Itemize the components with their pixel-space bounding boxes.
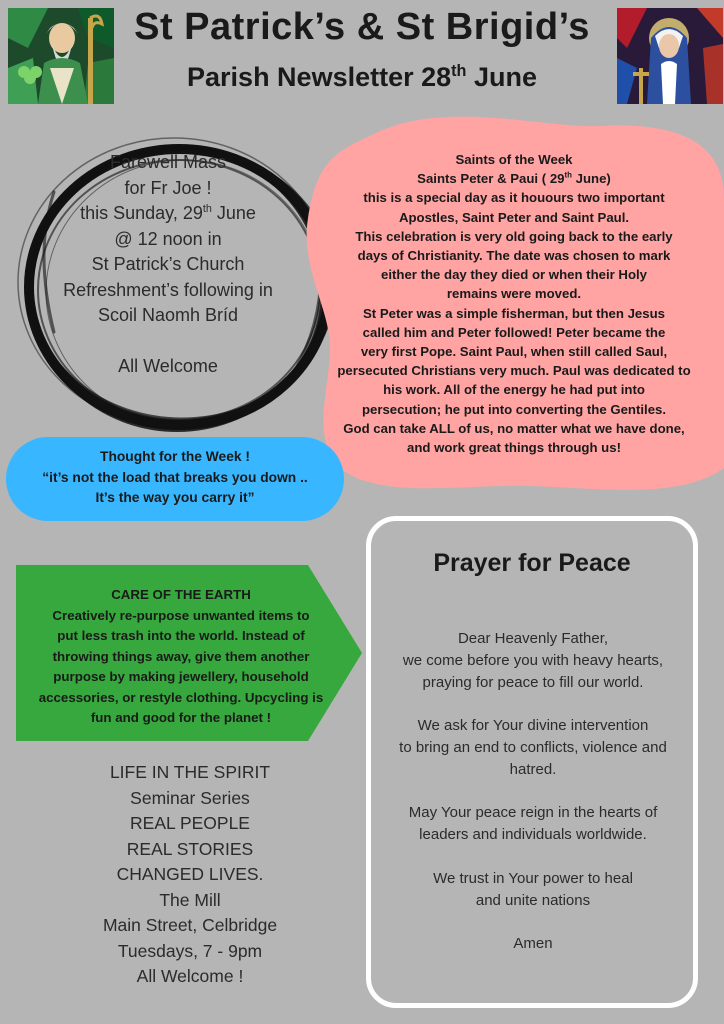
farewell-line: @ 12 noon in [114, 228, 222, 249]
earth-line: Creatively re-purpose unwanted items to [52, 607, 310, 623]
prayer-line: we come before you with heavy hearts, [402, 651, 664, 669]
prayer-line: leaders and individuals worldwide. [419, 826, 647, 844]
earth-line: put less trash into the world. Instead of [57, 628, 305, 643]
farewell-line: St Patrick’s Church [91, 254, 245, 274]
saints-line: Apostles, Saint Peter and Saint Paul. [398, 209, 630, 225]
saints-line: days of Christianity. The date was chosen to mark [357, 248, 671, 264]
spirit-line: REAL STORIES [126, 838, 254, 859]
saints-line: either the day they died or when their Holy [381, 267, 647, 283]
life-in-the-spirit [40, 760, 340, 990]
farewell-line: All Welcome [118, 356, 218, 376]
newsletter-subtitle: Parish Newsletter 28th June [187, 62, 537, 92]
saints-line: persecuted Christians very much. Paul was dedicated to [337, 363, 691, 379]
earth-line: fun and good for the planet ! [90, 710, 272, 725]
saints-line: This celebration is very old going back to the early [355, 228, 673, 244]
farewell-line: Farewell Mass [109, 152, 227, 172]
prayer-line: May Your peace reign in the hearts of [408, 804, 658, 822]
prayer-amen: Amen [513, 935, 553, 953]
saints-line: remains were moved. [446, 286, 582, 302]
earth-line: accessories, or restyle clothing. Upcycling is [38, 689, 324, 705]
saints-line: St Peter was a simple fisherman, but then Jesus [363, 305, 665, 321]
farewell-line: Scoil Naomh Bríd [97, 305, 239, 325]
saints-line: and work great things through us! [407, 440, 621, 456]
care-of-the-earth [22, 585, 340, 729]
earth-line: purpose by making jewellery, household [53, 669, 309, 684]
spirit-line: Seminar Series [130, 787, 250, 808]
thought-quote-line: It’s the way you carry it” [95, 490, 255, 505]
earth-line: throwing things away, give them another [52, 648, 310, 664]
spirit-line: REAL PEOPLE [130, 813, 250, 833]
saints-line: called him and Peter followed! Peter became the [362, 324, 666, 340]
saints-subheading: Saints Peter & Paui ( 29th June) [417, 170, 611, 187]
spirit-line: Tuesdays, 7 - 9pm [117, 940, 263, 961]
saints-line: persecution; he put into converting the Gentiles. [361, 401, 667, 417]
newsletter-title: St Patrick’s & St Brigid’s [134, 6, 590, 48]
farewell-line: for Fr Joe ! [124, 177, 212, 198]
prayer-line: to bring an end to conflicts, violence and [399, 738, 667, 756]
prayer-title: Prayer for Peace [433, 549, 631, 577]
spirit-line: Main Street, Celbridge [102, 915, 278, 935]
spirit-line: CHANGED LIVES. [116, 864, 264, 884]
saints-line: his work. All of the energy he had put into [383, 382, 645, 398]
saints-line: very first Pope. Saint Paul, when still called Saul, [360, 344, 668, 360]
prayer-line: We trust in Your power to heal [433, 869, 633, 887]
prayer-line: hatred. [509, 760, 557, 778]
thought-heading: Thought for the Week ! [100, 449, 250, 464]
farewell-line: Refreshment’s following in [63, 279, 273, 300]
spirit-line: LIFE IN THE SPIRIT [109, 762, 271, 782]
prayer-body [370, 628, 696, 977]
prayer-line: and unite nations [475, 891, 591, 909]
spirit-line: All Welcome ! [136, 966, 244, 986]
saints-line: God can take ALL of us, no matter what we have done, [343, 420, 685, 436]
farewell-date-line: this Sunday, 29th June [80, 203, 256, 223]
farewell-mass-notice [48, 150, 288, 380]
spirit-line: The Mill [159, 889, 221, 910]
prayer-line: Dear Heavenly Father, [457, 630, 609, 647]
prayer-line: praying for peace to fill our world. [422, 673, 644, 691]
thought-for-the-week [6, 447, 344, 509]
earth-heading: CARE OF THE EARTH [111, 587, 251, 602]
saints-line: this is a special day as it houours two important [363, 190, 665, 206]
saints-of-the-week [312, 150, 716, 457]
saints-heading: Saints of the Week [455, 152, 573, 167]
prayer-line: We ask for Your divine intervention [417, 717, 649, 735]
thought-quote-line: “it’s not the load that breaks you down .. [42, 469, 308, 485]
